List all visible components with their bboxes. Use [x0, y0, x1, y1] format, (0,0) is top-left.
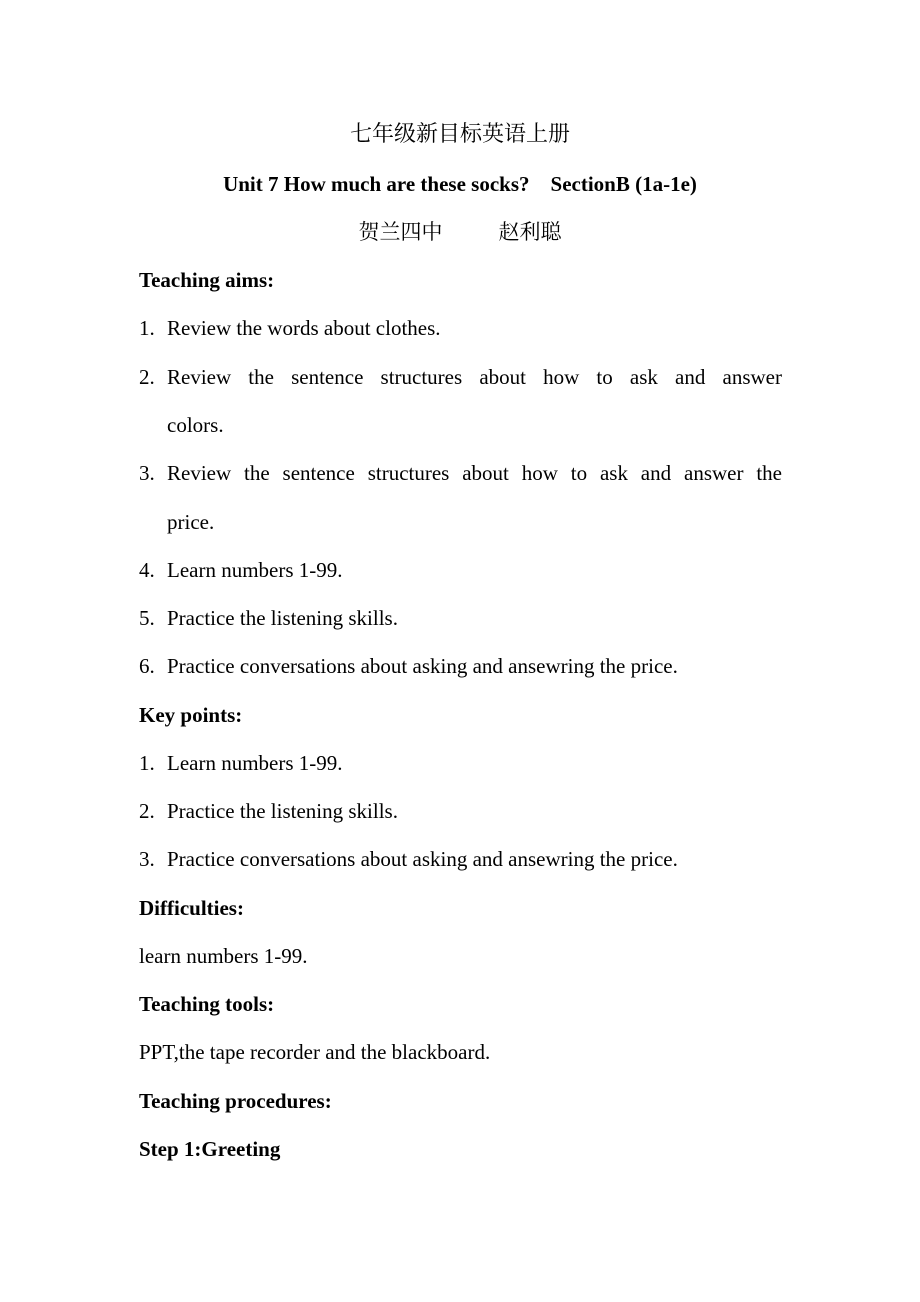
list-text: Learn numbers 1-99. [167, 751, 343, 775]
list-text: Learn numbers 1-99. [167, 558, 343, 582]
list-number: 2. [139, 799, 155, 823]
list-number: 2. [139, 365, 155, 389]
list-text-continuation: colors. [167, 413, 224, 437]
school-name: 贺兰四中 [358, 220, 443, 244]
document-title-cn: 七年级新目标英语上册 [349, 122, 570, 147]
author-line [0, 217, 920, 247]
step-1-heading: Step 1:Greeting [139, 1137, 281, 1161]
list-number: 1. [139, 316, 155, 340]
list-text: Practice conversations about asking and ansewring the price. [167, 847, 678, 871]
list-number: 4. [139, 558, 155, 582]
key-point-item-3 [139, 844, 782, 874]
list-text: Review the sentence structures about how to ask and answer the [167, 461, 782, 485]
teaching-procedures-heading: Teaching procedures: [139, 1089, 332, 1113]
list-text-continuation: price. [167, 510, 215, 534]
key-point-item-2 [139, 796, 782, 826]
list-number: 6. [139, 654, 155, 678]
list-number: 5. [139, 606, 155, 630]
difficulties-heading: Difficulties: [139, 896, 244, 920]
list-text: Review the sentence structures about how to ask and answer [167, 365, 782, 389]
list-text: Practice conversations about asking and ansewring the price. [167, 654, 678, 678]
document-title-en: Unit 7 How much are these socks? SectionB (1a-1e) [223, 172, 697, 196]
difficulties-text: learn numbers 1-99. [139, 944, 308, 968]
aim-item-6 [139, 651, 782, 681]
aim-item-4 [139, 555, 782, 585]
teaching-tools-text: PPT,the tape recorder and the blackboard. [139, 1040, 491, 1064]
list-text: Practice the listening skills. [167, 606, 398, 630]
aim-item-1 [139, 313, 782, 343]
key-point-item-1 [139, 748, 782, 778]
aim-item-5 [139, 603, 782, 633]
teaching-tools-heading: Teaching tools: [139, 992, 275, 1016]
key-points-heading: Key points: [139, 703, 243, 727]
teacher-name: 赵利聪 [498, 220, 562, 244]
list-text: Practice the listening skills. [167, 799, 398, 823]
teaching-aims-heading: Teaching aims: [139, 268, 275, 292]
list-text: Review the words about clothes. [167, 316, 441, 340]
list-number: 3. [139, 847, 155, 871]
list-number: 3. [139, 461, 155, 485]
list-number: 1. [139, 751, 155, 775]
